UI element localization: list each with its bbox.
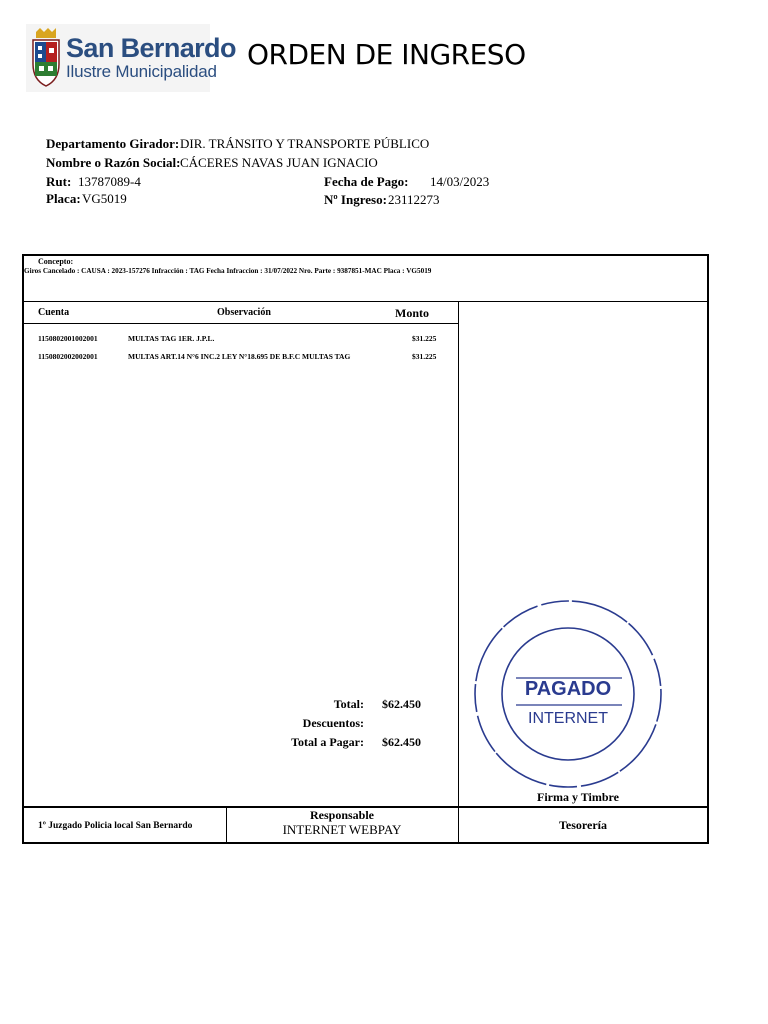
header-cuenta: Cuenta [38,307,70,318]
coat-of-arms-icon [30,28,62,88]
departamento-value: DIR. TRÁNSITO Y TRANSPORTE PÚBLICO [180,136,430,151]
fecha-pago-value: 14/03/2023 [430,174,490,189]
tesoreria-label: Tesorería [559,818,607,832]
total-label: Total: [333,697,364,711]
row-2-cuenta: 1150802002002001 [38,352,98,361]
responsable-label: Responsable [309,808,374,822]
row-1-observacion: MULTAS TAG 1ER. J.P.L. [128,334,215,343]
stamp-sub-text: INTERNET [528,710,608,727]
logo-subtitle: Ilustre Municipalidad [66,62,217,81]
placa-label: Placa: [46,191,81,206]
header-underline [22,323,458,324]
document-title: ORDEN DE INGRESO [247,38,526,71]
stamp-main-text: PAGADO [524,678,612,700]
total-pagar-value: $62.450 [382,735,421,749]
ingreso-value: 23112273 [388,192,440,207]
nombre-value: CÁCERES NAVAS JUAN IGNACIO [180,155,378,170]
concepto-text: Giros Cancelado : CAUSA : 2023-157276 Infracción : TAG Fecha Infraccion : 31/07/2022 Nro. Parte : 9387851-MAC Placa : VG5019 [24,267,432,275]
row-1-monto: $31.225 [412,334,437,343]
column-divider [458,301,459,843]
header-observacion: Observación [217,307,271,318]
total-value: $62.450 [382,697,421,711]
firma-timbre-label: Firma y Timbre [537,790,619,804]
divider [22,301,709,302]
juzgado-label: 1º Juzgado Policia local San Bernardo [38,821,193,831]
placa-value: VG5019 [82,191,127,206]
descuentos-label: Descuentos: [302,716,364,730]
nombre-label: Nombre o Razón Social: [46,155,181,170]
row-2-monto: $31.225 [412,352,437,361]
row-1-cuenta: 1150802001002001 [38,334,98,343]
rut-value: 13787089-4 [78,174,141,189]
row-2-observacion: MULTAS ART.14 N°6 INC.2 LEY N°18.695 DE B.F.C MULTAS TAG [128,352,351,361]
ingreso-label: Nº Ingreso: [324,192,387,207]
departamento-label: Departamento Girador: [46,136,180,151]
logo-title: San Bernardo [66,33,236,63]
total-pagar-label: Total a Pagar: [291,735,364,749]
rut-label: Rut: [46,174,72,189]
fecha-pago-label: Fecha de Pago: [324,174,409,189]
header-monto: Monto [395,306,429,320]
responsable-value: INTERNET WEBPAY [282,822,402,837]
concepto-label: Concepto: [38,257,74,266]
